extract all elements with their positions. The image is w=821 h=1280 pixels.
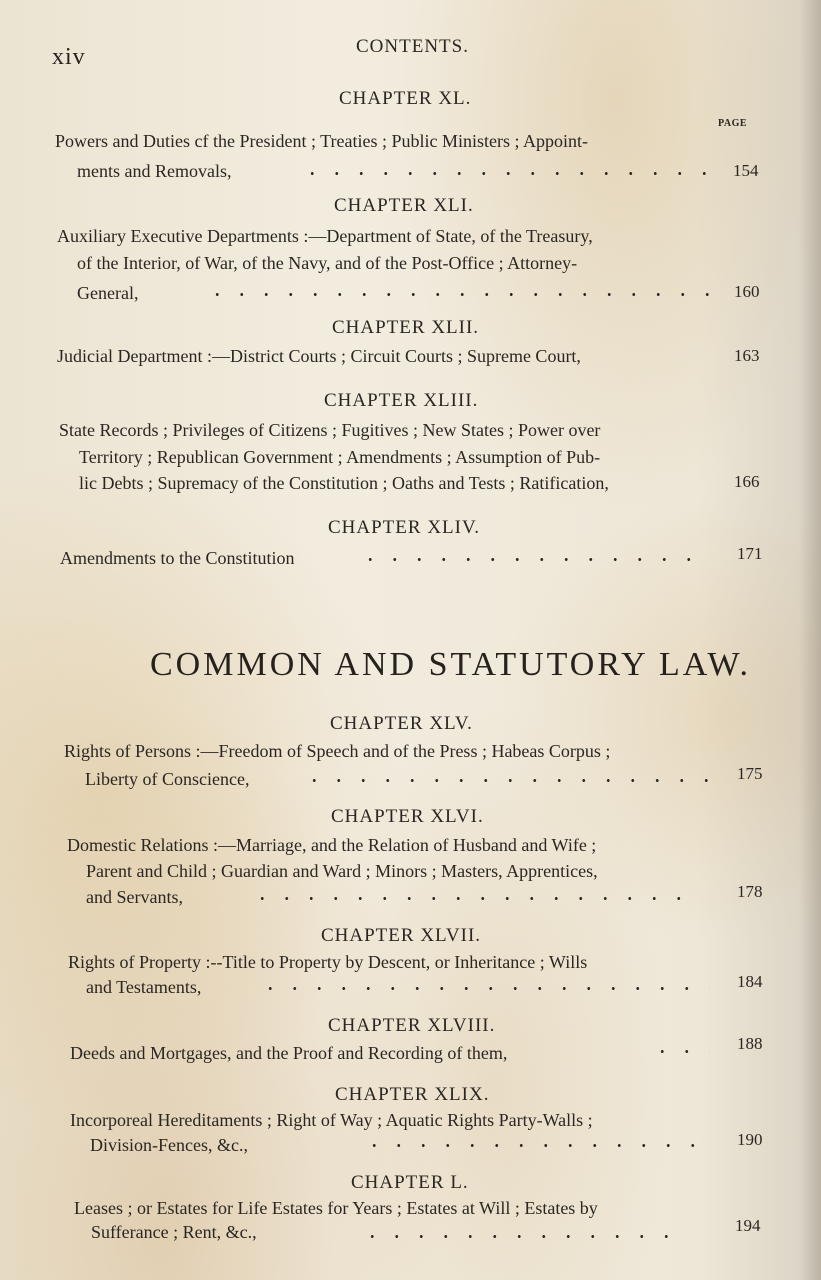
dot-leader [362, 1144, 712, 1147]
entry-line: Deeds and Mortgages, and the Proof and Recording of them, [70, 1043, 508, 1063]
page-reference: 166 [734, 472, 760, 491]
entry-line: Powers and Duties cf the President ; Treaties ; Public Ministers ; Appoint- [55, 131, 588, 151]
chapter-heading: CHAPTER XLI. [334, 195, 474, 216]
entry-line: State Records ; Privileges of Citizens ; Fugitives ; New States ; Power over [59, 420, 601, 440]
running-head: CONTENTS. [356, 36, 469, 57]
page-reference: 194 [735, 1216, 761, 1235]
dot-leader [650, 1050, 710, 1053]
dot-leader [205, 293, 713, 296]
entry-line: Liberty of Conscience, [85, 769, 250, 789]
page-column-label: PAGE [718, 118, 748, 129]
page-reference: 190 [737, 1130, 763, 1149]
dot-leader [258, 987, 710, 990]
entry-line: of the Interior, of War, of the Navy, and of the Post-Office ; Attorney- [77, 253, 578, 273]
entry-line: Territory ; Republican Government ; Amendments ; Assumption of Pub- [79, 447, 601, 467]
dot-leader [302, 779, 712, 782]
entry-line: Auxiliary Executive Departments :—Department of State, of the Treasury, [57, 226, 593, 246]
page-reference: 184 [737, 972, 763, 991]
chapter-heading: CHAPTER XLVII. [321, 925, 482, 946]
page-reference: 154 [733, 161, 759, 180]
entry-line: Parent and Child ; Guardian and Ward ; Minors ; Masters, Apprentices, [86, 861, 598, 881]
chapter-heading: CHAPTER XLVI. [331, 806, 484, 827]
entry-line: Division-Fences, &c., [90, 1135, 248, 1155]
entry-line: ments and Removals, [77, 161, 232, 181]
chapter-heading: CHAPTER L. [351, 1172, 469, 1193]
chapter-heading: CHAPTER XLIII. [324, 390, 479, 411]
section-title: COMMON AND STATUTORY LAW. [150, 646, 752, 683]
dot-leader [300, 172, 710, 175]
entry-line: Amendments to the Constitution [60, 548, 295, 568]
entry-line: Judicial Department :—District Courts ; Circuit Courts ; Supreme Court, [57, 346, 581, 366]
entry-line: Incorporeal Hereditaments ; Right of Way ; Aquatic Rights Party-Walls ; [70, 1110, 593, 1130]
entry-line: Domestic Relations :—Marriage, and the Relation of Husband and Wife ; [67, 835, 597, 855]
entry-line: and Testaments, [86, 977, 202, 997]
chapter-heading: CHAPTER XLVIII. [328, 1015, 496, 1036]
chapter-heading: CHAPTER XL. [339, 88, 472, 109]
chapter-heading: CHAPTER XLIX. [335, 1084, 490, 1105]
page-reference: 188 [737, 1034, 763, 1053]
page-reference: 178 [737, 882, 763, 901]
chapter-heading: CHAPTER XLIV. [328, 517, 480, 538]
entry-line: Rights of Persons :—Freedom of Speech and of the Press ; Habeas Corpus ; [64, 741, 611, 761]
page-reference: 171 [737, 544, 763, 563]
entry-line: Leases ; or Estates for Life Estates for Years ; Estates at Will ; Estates by [74, 1198, 598, 1218]
chapter-heading: CHAPTER XLV. [330, 713, 473, 734]
page-reference: 163 [734, 346, 760, 365]
entry-line: General, [77, 283, 139, 303]
entry-line: Rights of Property :--Title to Property by Descent, or Inheritance ; Wills [68, 952, 588, 972]
page-reference: 160 [734, 282, 760, 301]
chapter-heading: CHAPTER XLII. [332, 317, 480, 338]
entry-line: lic Debts ; Supremacy of the Constitution ; Oaths and Tests ; Ratification, [79, 473, 609, 493]
page-reference: 175 [737, 764, 763, 783]
entry-line: and Servants, [86, 887, 183, 907]
page-number: xiv [52, 44, 86, 70]
dot-leader [360, 1235, 670, 1238]
dot-leader [358, 558, 710, 561]
dot-leader [250, 897, 700, 900]
entry-line: Sufferance ; Rent, &c., [91, 1222, 257, 1242]
page-edge-shadow [799, 0, 821, 1280]
